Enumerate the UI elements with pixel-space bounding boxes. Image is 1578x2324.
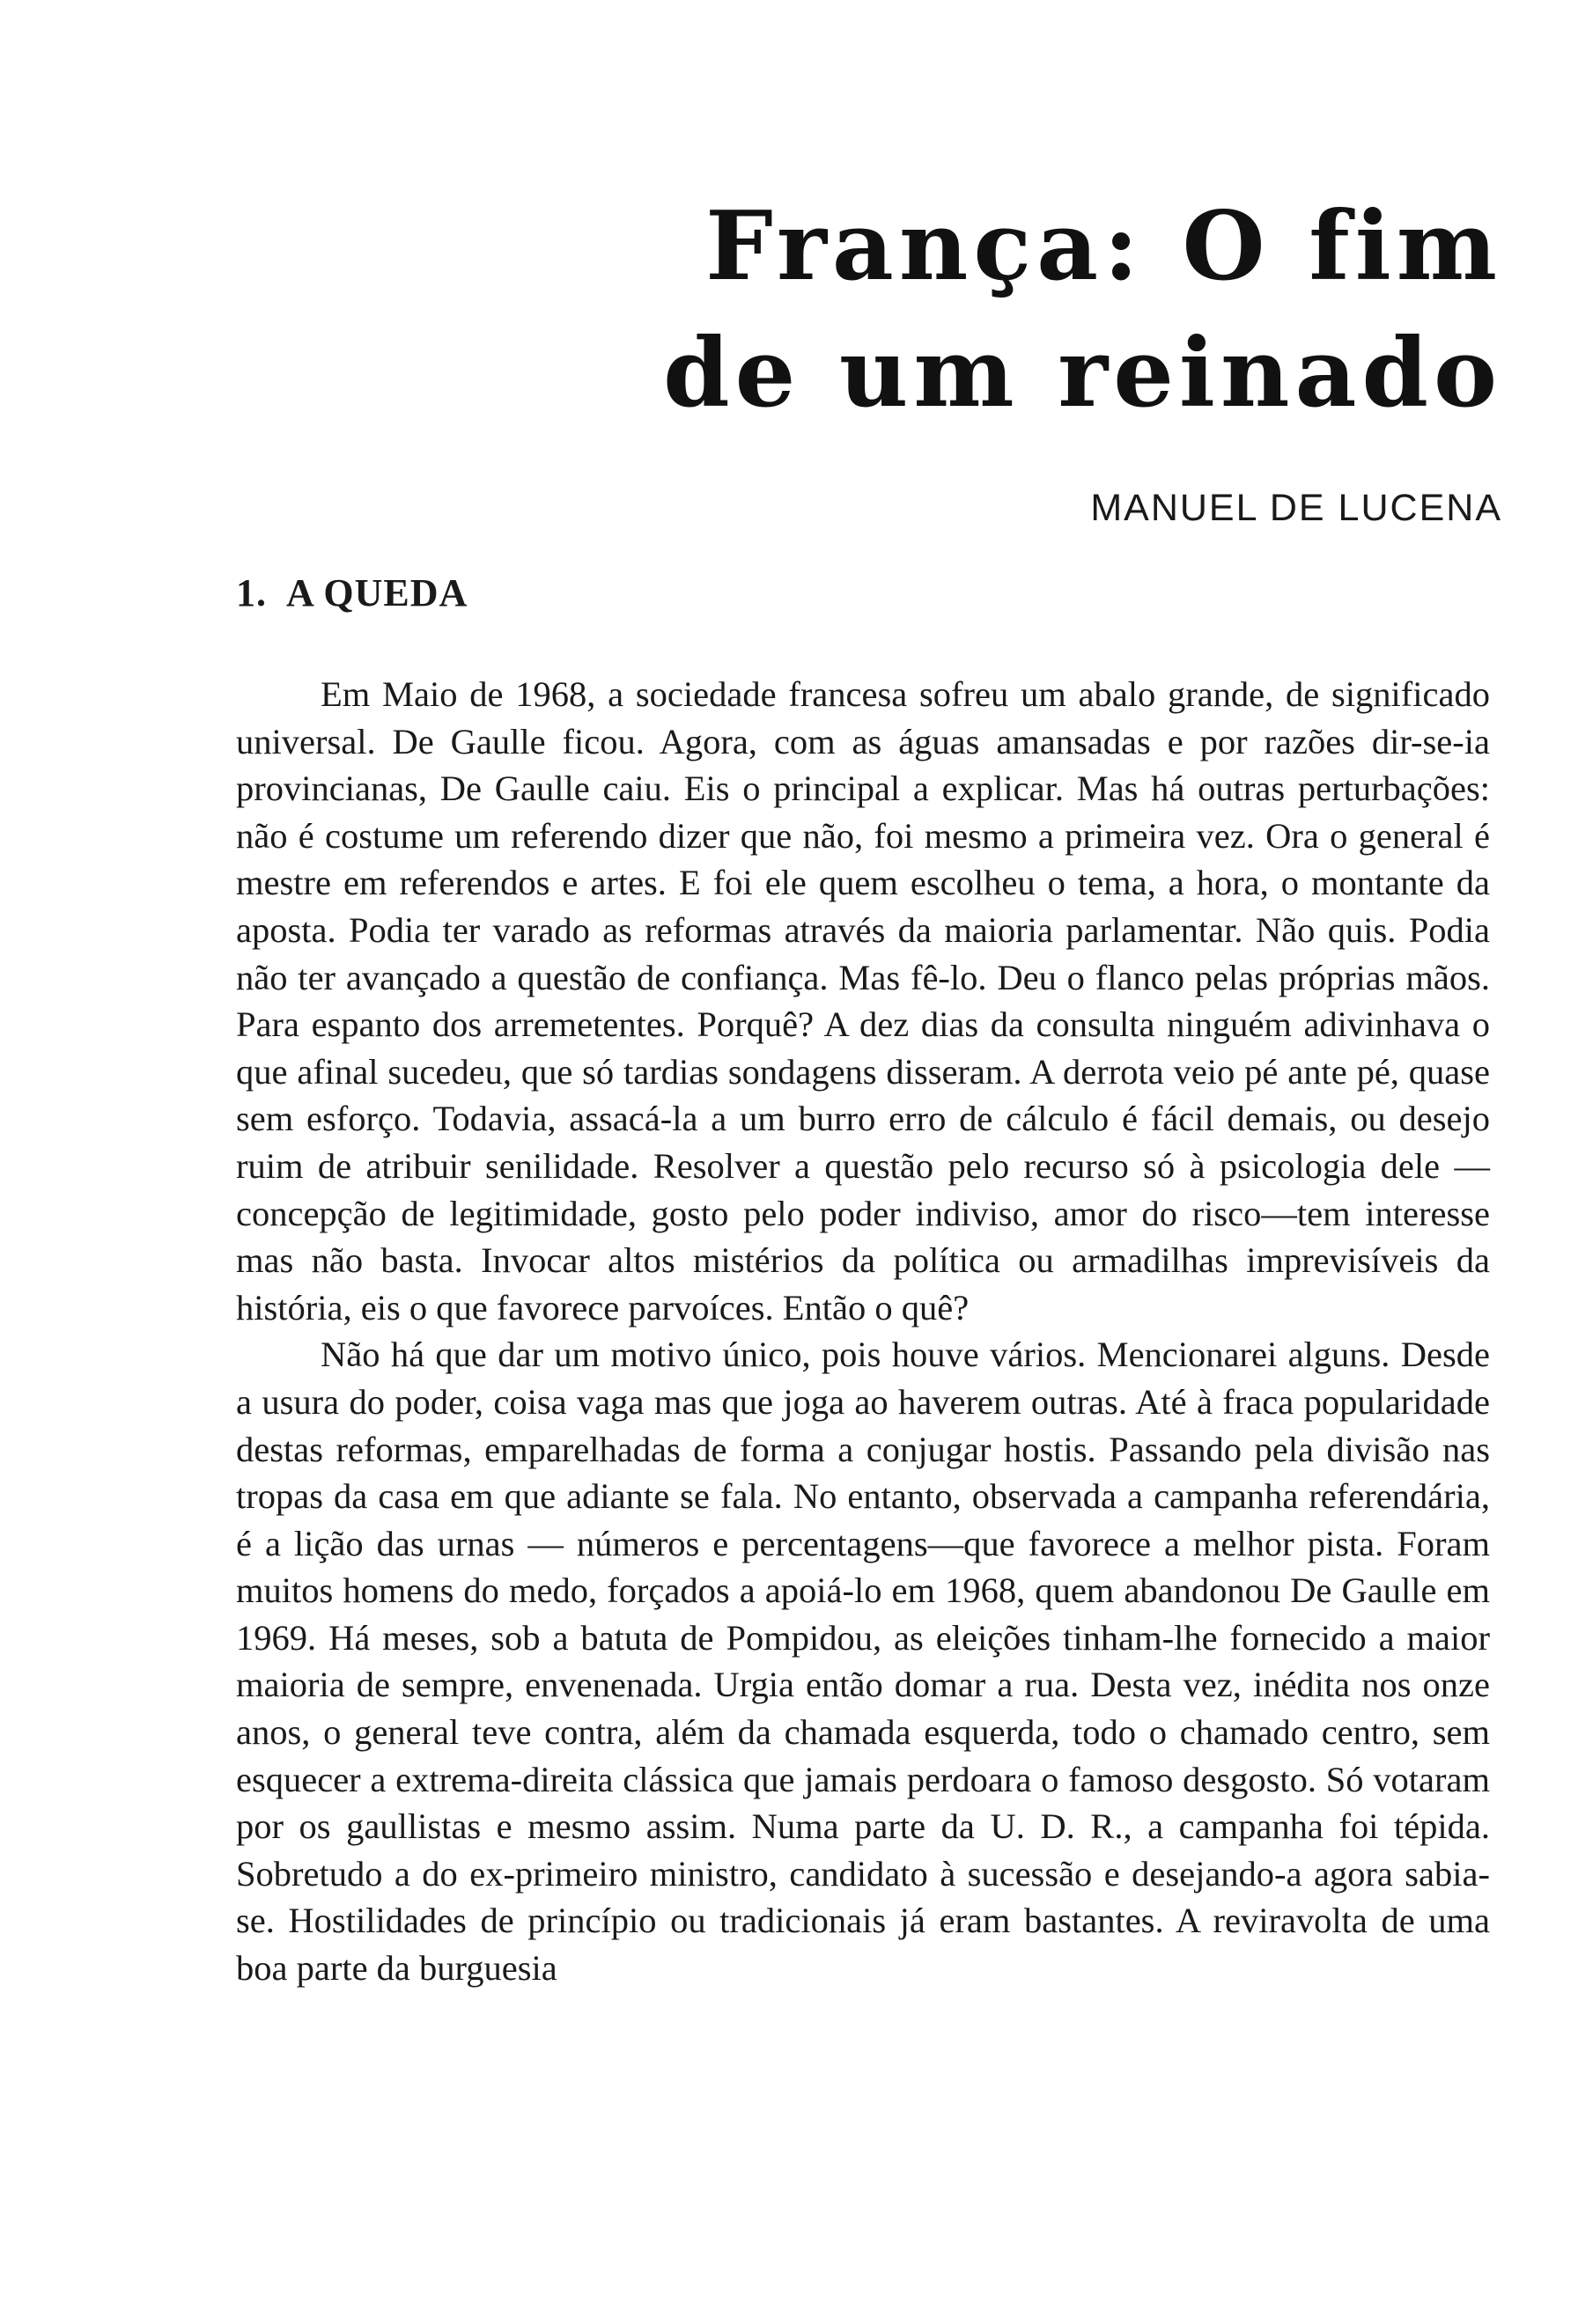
article-body	[236, 671, 1490, 1992]
article-author: MANUEL DE LUCENA	[1090, 487, 1502, 529]
section-title: A QUEDA	[286, 571, 468, 614]
article-title-line-2: de um reinado	[663, 318, 1502, 429]
section-heading	[236, 571, 468, 614]
section-number: 1.	[236, 571, 267, 614]
article-title-line-1: França: O fim	[705, 191, 1502, 302]
body-paragraph-1: Em Maio de 1968, a sociedade francesa sofreu um abalo grande, de significado universal. De Gaulle ficou. Agora, com as águas amansadas e por razões dir-se-ia provincianas, De Gaulle caiu. Eis o principal a explicar. Mas há outras perturbações: não é costume um referendo dizer que não, foi mesmo a primeira vez. Ora o general é mestre em referendos e artes. E foi ele quem escolheu o tema, a hora, o montante da aposta. Podia ter varado as reformas através da maioria parlamentar. Não quis. Podia não ter avançado a questão de confiança. Mas fê-lo. Deu o flanco pelas próprias mãos. Para espanto dos arremetentes. Porquê? A dez dias da consulta ninguém adivinhava o que afinal sucedeu, que só tardias sondagens disseram. A derrota veio pé ante pé, quase sem esforço. Todavia, assacá-la a um burro erro de cálculo é fácil demais, ou desejo ruim de atribuir senilidade. Resolver a questão pelo recurso só à psicologia dele — concepção de legitimidade, gosto pelo poder indiviso, amor do risco—tem interesse mas não basta. Invocar altos mistérios da política ou armadilhas imprevisíveis da história, eis o que favorece parvoíces. Então o quê?	[236, 674, 1490, 1327]
body-paragraph-2: Não há que dar um motivo único, pois houve vários. Mencionarei alguns. Desde a usura do poder, coisa vaga mas que joga ao haverem outras. Até à fraca popularidade destas reformas, emparelhadas de forma a conjugar hostis. Passando pela divisão nas tropas da casa em que adiante se fala. No entanto, observada a campanha referendária, é a lição das urnas — números e percentagens—que favorece a melhor pista. Foram muitos homens do medo, forçados a apoiá-lo em 1968, quem abandonou De Gaulle em 1969. Há meses, sob a batuta de Pompidou, as eleições tinham-lhe fornecido a maior maioria de sempre, envenenada. Urgia então domar a rua. Desta vez, inédita nos onze anos, o general teve contra, além da chamada esquerda, todo o chamado centro, sem esquecer a extrema-direita clássica que jamais perdoara o famoso desgosto. Só votaram por os gaullistas e mesmo assim. Numa parte da U. D. R., a campanha foi tépida. Sobretudo a do ex-primeiro ministro, candidato à sucessão e desejando-a agora sabia-se. Hostilidades de princípio ou tradicionais já eram bastantes. A reviravolta de uma boa parte da burguesia	[236, 1335, 1490, 1989]
